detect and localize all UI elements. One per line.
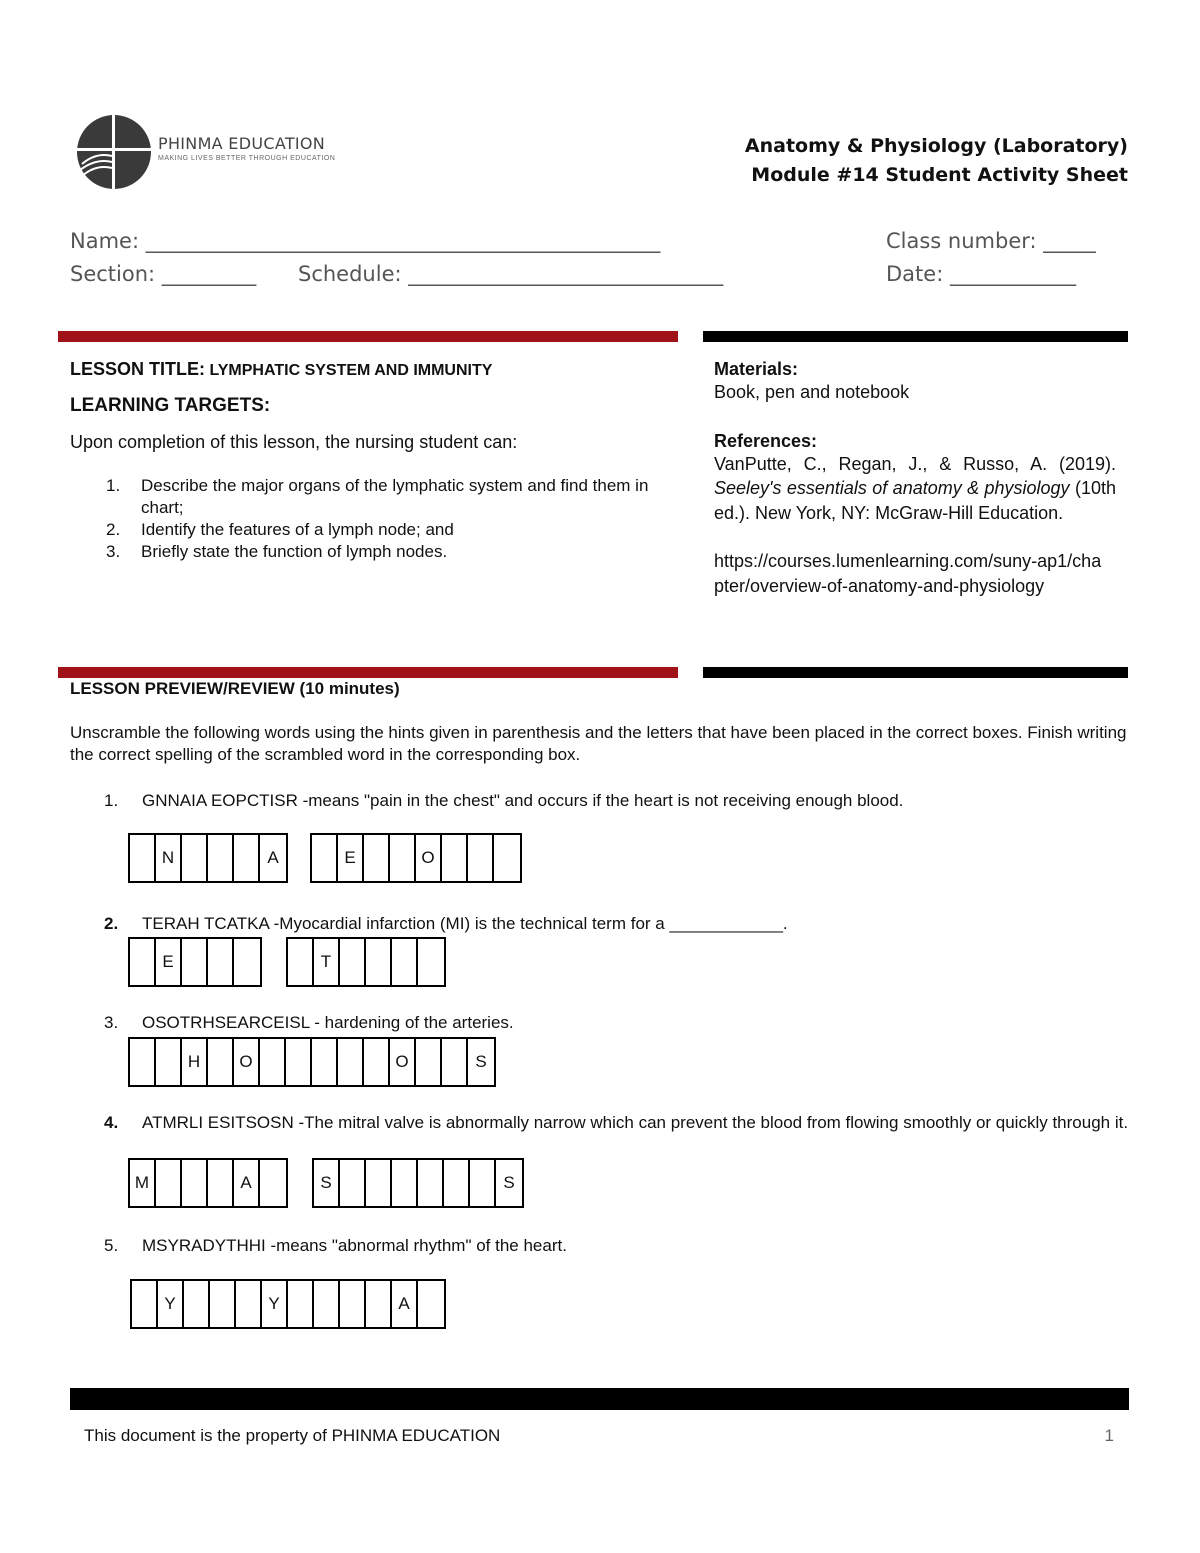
letter-box[interactable]	[392, 939, 418, 985]
letter-box[interactable]	[286, 1039, 312, 1085]
letter-box[interactable]	[156, 1039, 182, 1085]
letter-box[interactable]: A	[267, 848, 279, 867]
letter-box[interactable]	[312, 835, 338, 881]
logo-emblem-icon	[74, 112, 154, 192]
letter-box[interactable]: O	[234, 1039, 260, 1085]
letter-box[interactable]	[182, 939, 208, 985]
letter-box[interactable]: E	[156, 939, 182, 985]
letter-box[interactable]: N	[156, 835, 182, 881]
lesson-title-label: LESSON TITLE:	[70, 359, 205, 379]
word-group	[128, 1158, 288, 1208]
answer-boxes-2	[128, 937, 446, 987]
schedule-field[interactable]: Schedule: ______________________________	[298, 262, 724, 286]
module-title: Module #14 Student Activity Sheet	[751, 164, 1128, 186]
document-title	[745, 132, 1128, 190]
letter-box[interactable]	[288, 939, 314, 985]
word-group	[286, 937, 446, 987]
letter-box[interactable]	[340, 1281, 366, 1327]
letter-box[interactable]	[366, 939, 392, 985]
letter-box[interactable]	[314, 1281, 340, 1327]
letter-box[interactable]	[442, 835, 468, 881]
letter-box[interactable]	[156, 1160, 182, 1206]
learning-targets-list	[70, 475, 670, 563]
answer-boxes-3	[128, 1037, 496, 1087]
letter-box[interactable]	[208, 835, 234, 881]
letter-box[interactable]: O	[390, 1039, 416, 1085]
word-group	[130, 1279, 446, 1329]
letter-box[interactable]	[366, 1281, 392, 1327]
letter-box[interactable]	[208, 1039, 234, 1085]
letter-box[interactable]	[208, 1160, 234, 1206]
references-label: References:	[714, 430, 818, 451]
letter-box[interactable]	[340, 939, 366, 985]
letter-box[interactable]	[132, 1281, 158, 1327]
divider-black-top	[703, 331, 1128, 342]
letter-box[interactable]	[442, 1039, 468, 1085]
question-2: 2. TERAH TCATKA -Myocardial infarction (MI) is the technical term for a ____________.	[104, 914, 788, 933]
divider-black-bottom	[703, 667, 1128, 678]
lesson-title-value: LYMPHATIC SYSTEM AND IMMUNITY	[209, 362, 493, 379]
letter-box[interactable]: O	[416, 835, 442, 881]
letter-box[interactable]	[234, 835, 260, 881]
letter-box[interactable]	[364, 1039, 390, 1085]
letter-box[interactable]	[444, 1160, 470, 1206]
letter-box[interactable]: S	[314, 1160, 340, 1206]
section-field[interactable]: Section: _________	[70, 262, 257, 286]
letter-box[interactable]	[418, 1281, 444, 1327]
logo-text: PHINMA EDUCATION	[158, 134, 326, 153]
class-number-field[interactable]: Class number: _____	[886, 229, 1096, 253]
letter-box[interactable]: Y	[262, 1281, 288, 1327]
letter-box[interactable]	[260, 1160, 286, 1206]
question-4: 4. ATMRLI ESITSOSN -The mitral valve is abnormally narrow which can prevent the blood from flowing smoothly or quickly through it.	[104, 1113, 1129, 1132]
letter-box[interactable]	[418, 1160, 444, 1206]
letter-box[interactable]: E	[338, 835, 364, 881]
letter-box[interactable]	[468, 835, 494, 881]
list-item: 2. Identify the features of a lymph node; and	[106, 520, 454, 539]
logo-tagline: MAKING LIVES BETTER THROUGH EDUCATION	[158, 155, 336, 162]
letter-box[interactable]	[182, 835, 208, 881]
divider-red-top	[58, 331, 678, 342]
letter-box[interactable]	[494, 835, 520, 881]
word-group	[310, 833, 522, 883]
reference-url[interactable]: https://courses.lumenlearning.com/suny-ap1/chapter/overview-of-anatomy-and-physiology	[714, 551, 1102, 596]
list-item: 3. Briefly state the function of lymph nodes.	[106, 542, 448, 561]
letter-box[interactable]	[130, 939, 156, 985]
letter-box[interactable]	[208, 939, 234, 985]
letter-box[interactable]: A	[234, 1160, 260, 1206]
letter-box[interactable]	[470, 1160, 496, 1206]
letter-box[interactable]	[312, 1039, 338, 1085]
question-5: 5. MSYRADYTHHI -means "abnormal rhythm" of the heart.	[104, 1236, 567, 1255]
question-3: 3. OSOTRHSEARCEISL - hardening of the arteries.	[104, 1013, 514, 1032]
letter-box[interactable]: S	[503, 1173, 515, 1192]
footer-text: This document is the property of PHINMA EDUCATION	[84, 1426, 501, 1445]
letter-box[interactable]	[236, 1281, 262, 1327]
answer-boxes-4	[128, 1158, 524, 1208]
learning-targets-intro: Upon completion of this lesson, the nursing student can:	[70, 432, 518, 452]
learning-targets-heading: LEARNING TARGETS:	[70, 395, 271, 416]
word-group	[128, 937, 262, 987]
preview-instructions: Unscramble the following words using the hints given in parenthesis and the letters that have been placed in the correct boxes. Finish writing the correct spelling of the scrambled word in the corresponding box.	[70, 723, 1127, 764]
list-item: 1. Describe the major organs of the lymphatic system and find them in chart;	[106, 476, 649, 517]
letter-box[interactable]	[130, 1039, 156, 1085]
word-group	[128, 1037, 496, 1087]
word-group	[312, 1158, 524, 1208]
letter-box[interactable]	[260, 1039, 286, 1085]
page-number: 1	[1104, 1426, 1114, 1445]
letter-box[interactable]	[416, 1039, 442, 1085]
letter-box[interactable]	[338, 1039, 364, 1085]
date-field[interactable]: Date: ____________	[886, 262, 1076, 286]
letter-box[interactable]	[392, 1160, 418, 1206]
materials-value: Book, pen and notebook	[714, 382, 910, 402]
letter-box[interactable]: H	[182, 1039, 208, 1085]
reference-citation: VanPutte, C., Regan, J., & Russo, A. (2019). Seeley's essentials of anatomy & physiology (10th ed.). New York, NY: McGraw-Hill Education.	[714, 453, 1116, 523]
course-title: Anatomy & Physiology (Laboratory)	[744, 135, 1128, 157]
letter-box[interactable]: Y	[158, 1281, 184, 1327]
letter-box[interactable]	[364, 835, 390, 881]
materials-label: Materials:	[714, 359, 799, 379]
letter-box[interactable]	[340, 1160, 366, 1206]
letter-box[interactable]	[390, 835, 416, 881]
letter-box[interactable]	[418, 939, 444, 985]
divider-red-bottom	[58, 667, 678, 678]
answer-boxes-1	[128, 833, 522, 883]
letter-box[interactable]: M	[130, 1160, 156, 1206]
letter-box[interactable]	[182, 1160, 208, 1206]
letter-box[interactable]	[366, 1160, 392, 1206]
phinma-logo	[74, 112, 334, 192]
letter-box[interactable]	[288, 1281, 314, 1327]
preview-heading: LESSON PREVIEW/REVIEW (10 minutes)	[70, 679, 400, 698]
question-1: 1. GNNAIA EOPCTISR -means "pain in the chest" and occurs if the heart is not receiving enough blood.	[104, 791, 904, 810]
letter-box[interactable]: A	[392, 1281, 418, 1327]
word-group	[128, 833, 288, 883]
name-field[interactable]: Name: _________________________________________________	[70, 229, 661, 253]
letter-box[interactable]	[234, 939, 260, 985]
letter-box[interactable]: T	[314, 939, 340, 985]
letter-box[interactable]	[210, 1281, 236, 1327]
letter-box[interactable]	[130, 835, 156, 881]
letter-box[interactable]	[184, 1281, 210, 1327]
footer-bar	[70, 1388, 1129, 1410]
answer-boxes-5	[130, 1279, 446, 1329]
lesson-title	[70, 359, 492, 380]
materials-section	[714, 358, 1116, 598]
letter-box[interactable]: S	[475, 1052, 487, 1071]
